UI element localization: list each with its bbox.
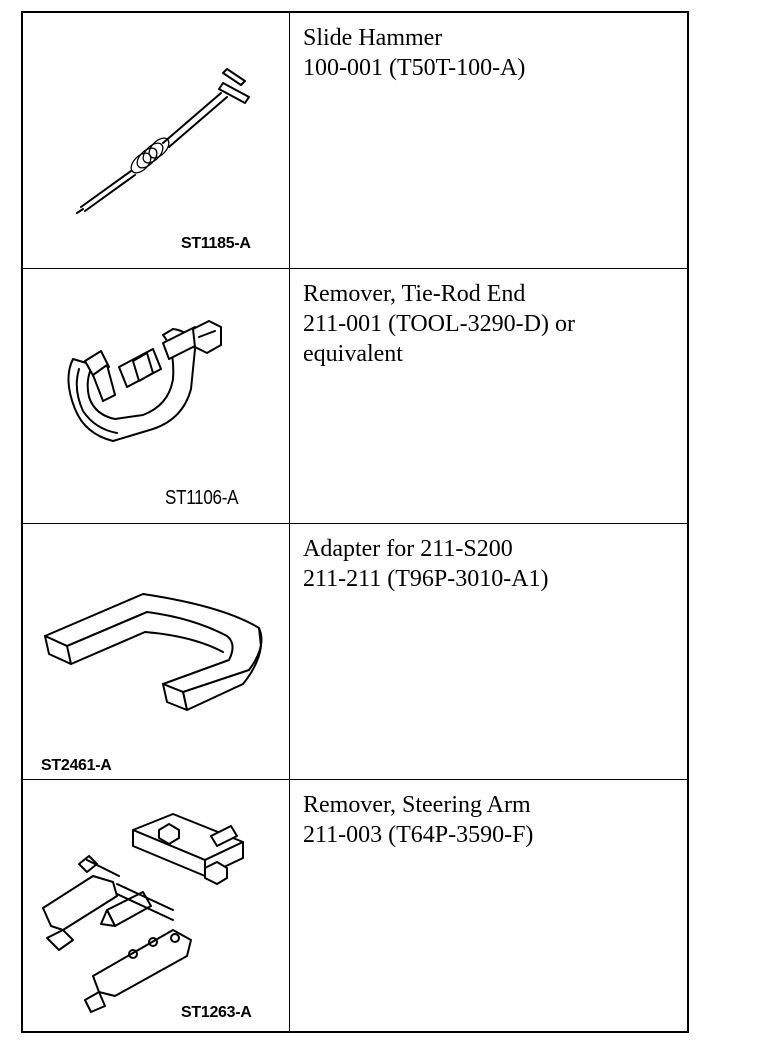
tool-part-number: 211-211 (T96P-3010-A1) — [303, 566, 549, 592]
tie-rod-remover-illustration — [23, 269, 289, 522]
tool-part-number: 211-001 (TOOL-3290-D) or — [303, 311, 575, 337]
slide-hammer-illustration — [23, 13, 289, 267]
tool-illustration-cell — [23, 780, 290, 1031]
tool-code: ST1263-A — [181, 1004, 252, 1021]
tool-part-number: 100-001 (T50T-100-A) — [303, 55, 526, 81]
adapter-illustration — [23, 524, 289, 778]
tool-name: Remover, Tie-Rod End — [303, 281, 526, 307]
tool-name: Adapter for 211-S200 — [303, 536, 513, 562]
tool-code: ST1106-A — [165, 487, 239, 509]
tool-code: ST2461-A — [41, 757, 112, 774]
tool-row-tie-rod-remover — [23, 269, 687, 524]
tool-illustration-cell — [23, 269, 290, 523]
tool-row-steering-arm-remover — [23, 780, 687, 1031]
special-tools-table — [21, 11, 689, 1033]
tool-name: Slide Hammer — [303, 25, 443, 51]
tool-note: equivalent — [303, 341, 403, 367]
tool-description — [303, 790, 679, 850]
tool-illustration-cell — [23, 13, 290, 268]
tool-part-number: 211-003 (T64P-3590-F) — [303, 822, 534, 848]
tool-description — [303, 534, 679, 594]
tool-code: ST1185-A — [181, 235, 251, 252]
tool-description — [303, 279, 679, 369]
tool-row-adapter — [23, 524, 687, 780]
tool-row-slide-hammer — [23, 13, 687, 269]
tool-description — [303, 23, 679, 83]
tool-name: Remover, Steering Arm — [303, 792, 531, 818]
tool-illustration-cell — [23, 524, 290, 779]
steering-arm-remover-illustration — [23, 780, 289, 1029]
